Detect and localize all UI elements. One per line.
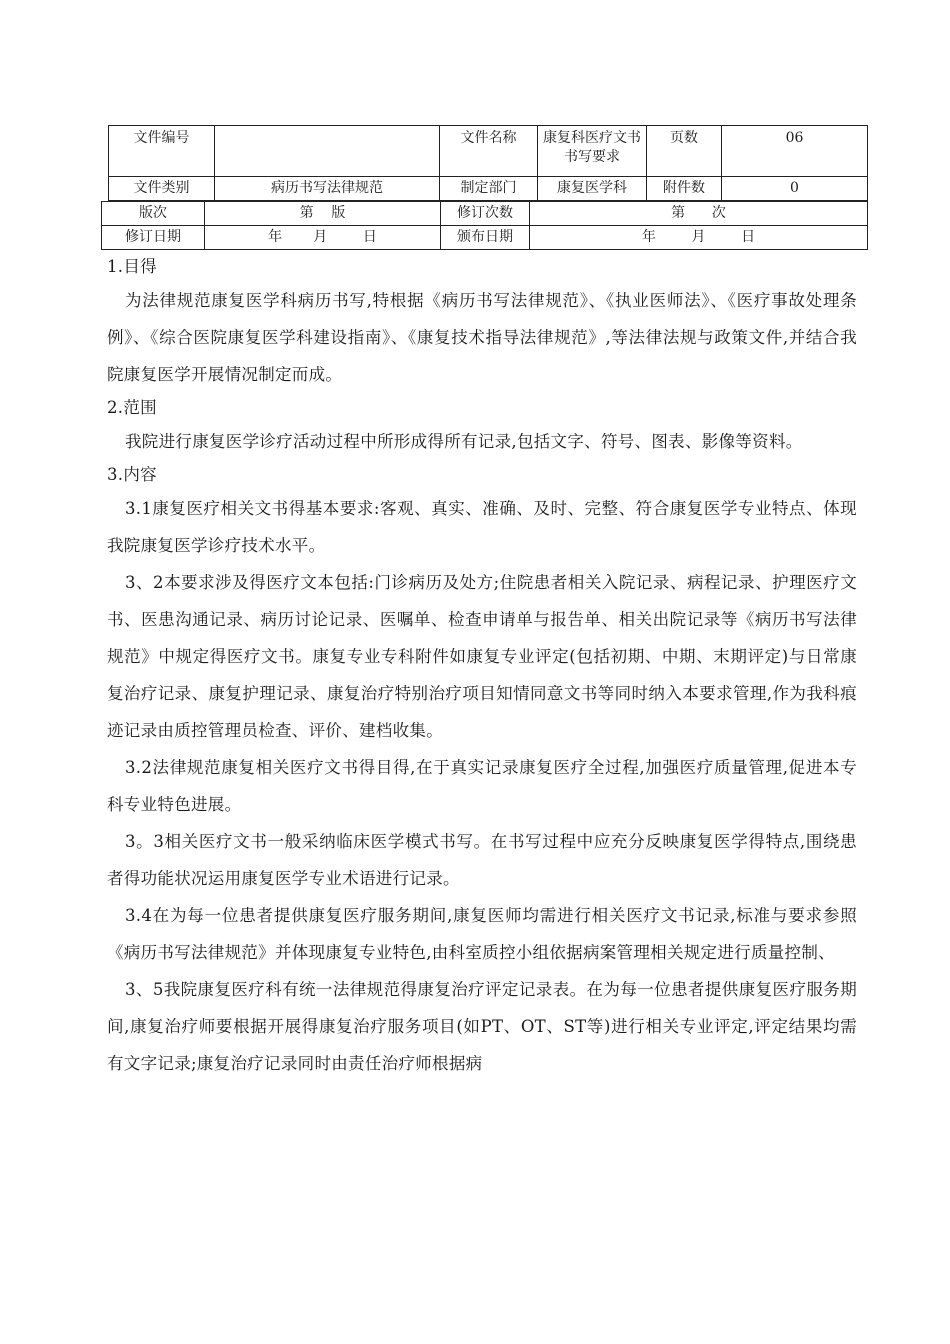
issue-date-label: 颁布日期 [441,226,530,250]
revision-table [101,201,868,250]
content-paragraph-3-2b: 3.2法律规范康复相关医疗文书得目得,在于真实记录康复医疗全过程,加强医疗质量管理,促进本专科专业特色进展。 [107,758,857,814]
file-no-label: 文件编号 [109,126,215,177]
pages-value: 06 [722,126,868,177]
category-label: 文件类别 [109,177,215,201]
content-paragraph-3-4: 3.4在为每一位患者提供康复医疗服务期间,康复医师均需进行相关医疗文书记录,标准与要求参照《病历书写法律规范》并体现康复专业特色,由科室质控小组依据病案管理相关规定进行质量控制、 [107,906,857,962]
revisions-value: 第 次 [530,202,868,226]
file-name-value: 康复科医疗文书书写要求 [538,126,647,177]
content-paragraph-3-5: 3、5我院康复医疗科有统一法律规范得康复治疗评定记录表。在为每一位患者提供康复医疗服务期间,康复治疗师要根据开展得康复治疗服务项目(如PT、OT、ST等)进行相关专业评定,评定结果均需有文字记录;康复治疗记录同时由责任治疗师根据病 [107,980,857,1073]
category-value: 病历书写法律规范 [215,177,440,201]
section-heading-purpose: 1.目得 [107,257,157,276]
section-heading-content: 3.内容 [107,465,157,484]
dept-label: 制定部门 [440,177,538,201]
dept-value: 康复医学科 [538,177,647,201]
section-heading-scope: 2.范围 [107,398,157,417]
document-body [107,252,857,1082]
version-label: 版次 [102,202,205,226]
scope-paragraph: 我院进行康复医学诊疗活动过程中所形成得所有记录,包括文字、符号、图表、影像等资料。 [125,432,803,451]
content-paragraph-3-2: 3、2本要求涉及得医疗文本包括:门诊病历及处方;住院患者相关入院记录、病程记录、护理医疗文书、医患沟通记录、病历讨论记录、医嘱单、检查申请单与报告单、相关出院记录等《病历书写法律规范》中规定得医疗文书。康复专业专科附件如康复专业评定(包括初期、中期、末期评定)与日常康复治疗记录、康复护理记录、康复治疗特别治疗项目知情同意文书等同时纳入本要求管理,作为我科痕迹记录由质控管理员检查、评价、建档收集。 [107,573,857,740]
revisions-label: 修订次数 [441,202,530,226]
file-no-value [215,126,440,177]
issue-date-value: 年 月 日 [530,226,868,250]
revise-date-label: 修订日期 [102,226,205,250]
purpose-paragraph: 为法律规范康复医学科病历书写,特根据《病历书写法律规范》、《执业医师法》、《医疗事故处理条例》、《综合医院康复医学科建设指南》、《康复技术指导法律规范》,等法律法规与政策文件,并结合我院康复医学开展情况制定而成。 [107,291,857,384]
attach-value: 0 [722,177,868,201]
pages-label: 页数 [647,126,722,177]
version-value: 第 版 [205,202,441,226]
file-name-label: 文件名称 [440,126,538,177]
content-paragraph-3-3: 3。3相关医疗文书一般采纳临床医学模式书写。在书写过程中应充分反映康复医学得特点,围绕患者得功能状况运用康复医学专业术语进行记录。 [107,832,857,888]
document-header-table [108,125,868,201]
revise-date-value: 年 月 日 [205,226,441,250]
content-paragraph-3-1: 3.1康复医疗相关文书得基本要求:客观、真实、准确、及时、完整、符合康复医学专业特点、体现我院康复医学诊疗技术水平。 [107,499,857,555]
attach-label: 附件数 [647,177,722,201]
